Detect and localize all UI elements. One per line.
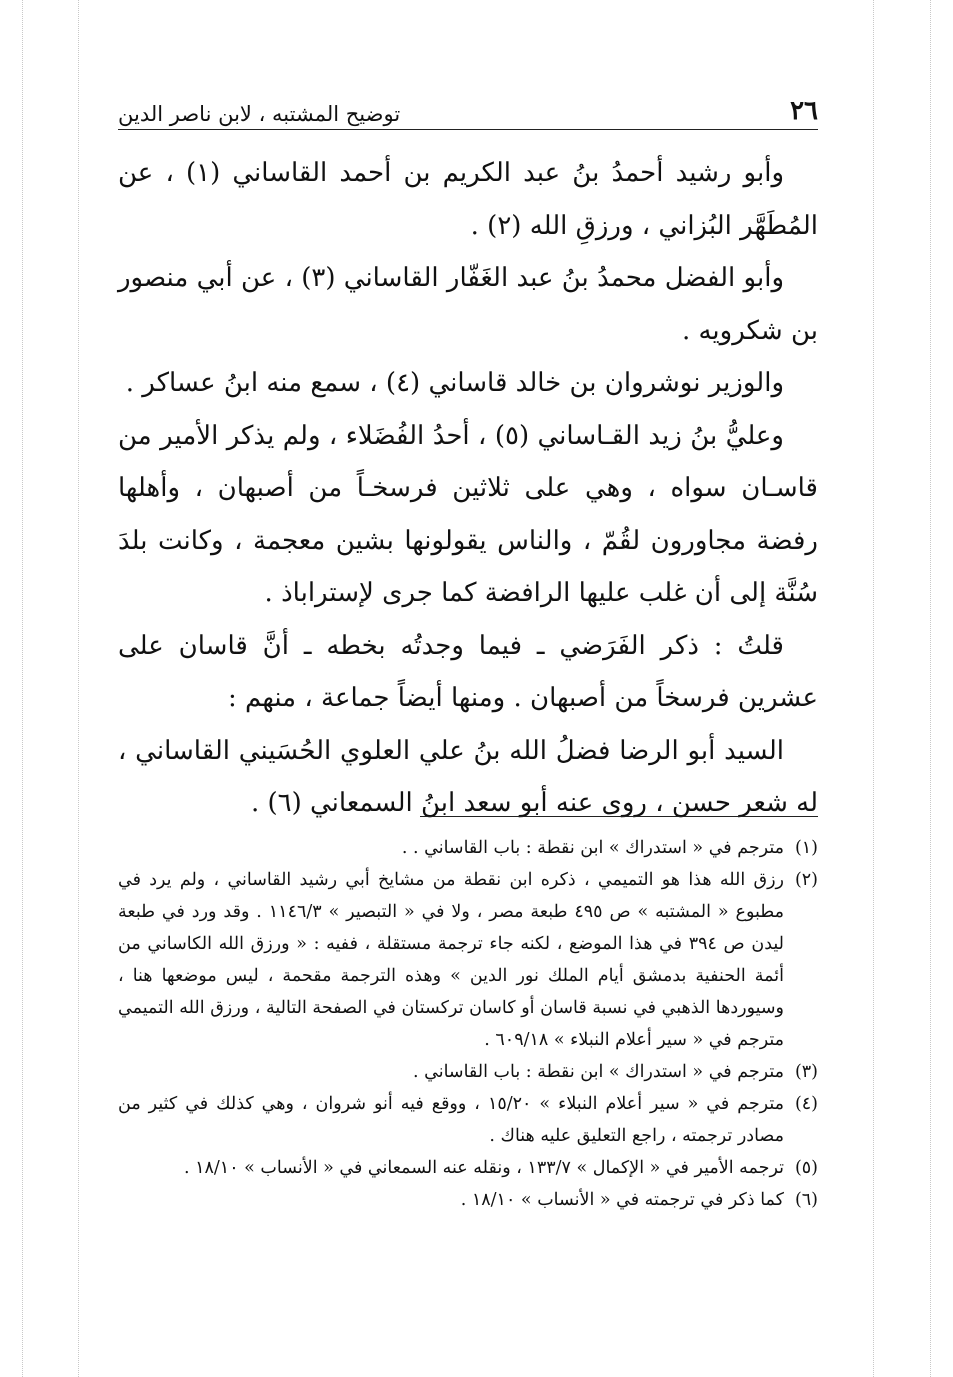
footnote-text: كما ذكر في ترجمته في « الأنساب » ١٨/١٠ . <box>460 1190 784 1210</box>
footnote-number: (٣) <box>794 1062 818 1082</box>
footnote <box>118 1088 818 1152</box>
footnote <box>118 1152 818 1184</box>
page-number: ٢٦ <box>790 96 818 126</box>
footnote-text: مترجم في « استدراك » ابن نقطة : باب القاساني . <box>413 1062 784 1082</box>
page-header <box>118 86 818 126</box>
paragraph: وعليُّ بنُ زيد القـاساني (٥) ، أحدُ الفُضَلاء ، ولم يذكر الأمير من قاسـان سواه ، وهي على ثلاثين فرسخـاً من أصبهان ، وأهلها رفضة مجاورون لقُمّ ، والناس يقولونها بشين معجمة ، وكانت بلدَ سُنَّة إلى أن غلب عليها الرافضة كما جرى لإستراباذ . <box>118 420 818 608</box>
paragraph: وأبو الفضل محمدُ بنُ عبد الغَفّار القاساني (٣) ، عن أبي منصور بن شكرويه . <box>118 263 818 346</box>
footnote-text: ترجمه الأمير في « الإكمال » ١٣٣/٧ ، ونقله عنه السمعاني في « الأنساب » ١٨/١٠ . <box>183 1158 784 1178</box>
paragraph: قلتُ : ذكر الفَرَضي ـ فيما وجدتُه بخطه ـ أنَّ قاسان على عشرين فرسخاً من أصبهان . ومنها أيضاً جماعة ، منهم : <box>118 630 818 713</box>
scan-dotted-line <box>873 0 874 1377</box>
scan-dotted-line <box>78 0 79 1377</box>
paragraph: وأبو رشيد أحمدُ بنُ عبد الكريم بن أحمد القاساني (١) ، عن المُطَهَّر البُزاني ، ورزقِ الله (٢) . <box>118 158 818 241</box>
header-rule <box>118 129 818 130</box>
scan-dotted-line <box>930 0 931 1377</box>
scan-dotted-line <box>22 0 23 1377</box>
footnote-text: رزق الله هذا هو التميمي ، ذكره ابن نقطة من مشايخ أبي رشيد القاساني ، ولم يرد في مطبوع « المشتبه » ص ٤٩٥ طبعة مصر ، ولا في « التبصير » ١١٤٦/٣ . وقد ورد في طبعة ليدن ص ٣٩٤ في هذا الموضع ، لكنه جاء ترجمة مستقلة ، ففيه : « ورزق الله الكاساني من أئمة الحنفية بدمشق أيام الملك نور الدين » وهذه الترجمة مقحمة ، ليس موضعها هنا ، وسيوردها الذهبي في نسبة قاسان أو كاسان تركستان في الصفحة التالية ، ورزق الله التميمي مترجم في « سير أعلام النبلاء » ٦٠٩/١٨ . <box>118 870 785 1050</box>
main-text <box>118 147 818 830</box>
footnotes <box>118 832 818 1216</box>
footnote-text: مترجم في « سير أعلام النبلاء » ١٥/٢٠ ، ووقع فيه أنو شروان ، وهي كذلك في كثير من مصادر ترجمته ، راجع التعليق عليه هناك . <box>118 1094 784 1146</box>
footnote <box>118 1056 818 1088</box>
footnote-number: (١) <box>794 838 818 858</box>
footnote-number: (٢) <box>794 870 818 890</box>
footnote-rule <box>420 816 818 817</box>
footnote-number: (٦) <box>794 1190 818 1210</box>
running-title: توضيح المشتبه ، لابن ناصر الدين <box>118 102 401 126</box>
footnote <box>118 864 818 1056</box>
footnote-text: مترجم في « استدراك » ابن نقطة : باب القاساني . . <box>401 838 784 858</box>
paragraph: والوزير نوشروان بن خالد قاساني (٤) ، سمع منه ابنُ عساكر . <box>125 368 784 398</box>
footnote-number: (٥) <box>794 1158 818 1178</box>
paragraph: السيد أبو الرضا فضلُ الله بنُ علي العلوي الحُسَيني القاساني ، له شعر حسن ، روى عنه أبو سعد ابنُ السمعاني (٦) . <box>118 735 818 818</box>
footnote <box>118 1184 818 1216</box>
footnote-number: (٤) <box>794 1094 818 1114</box>
footnote <box>118 832 818 864</box>
